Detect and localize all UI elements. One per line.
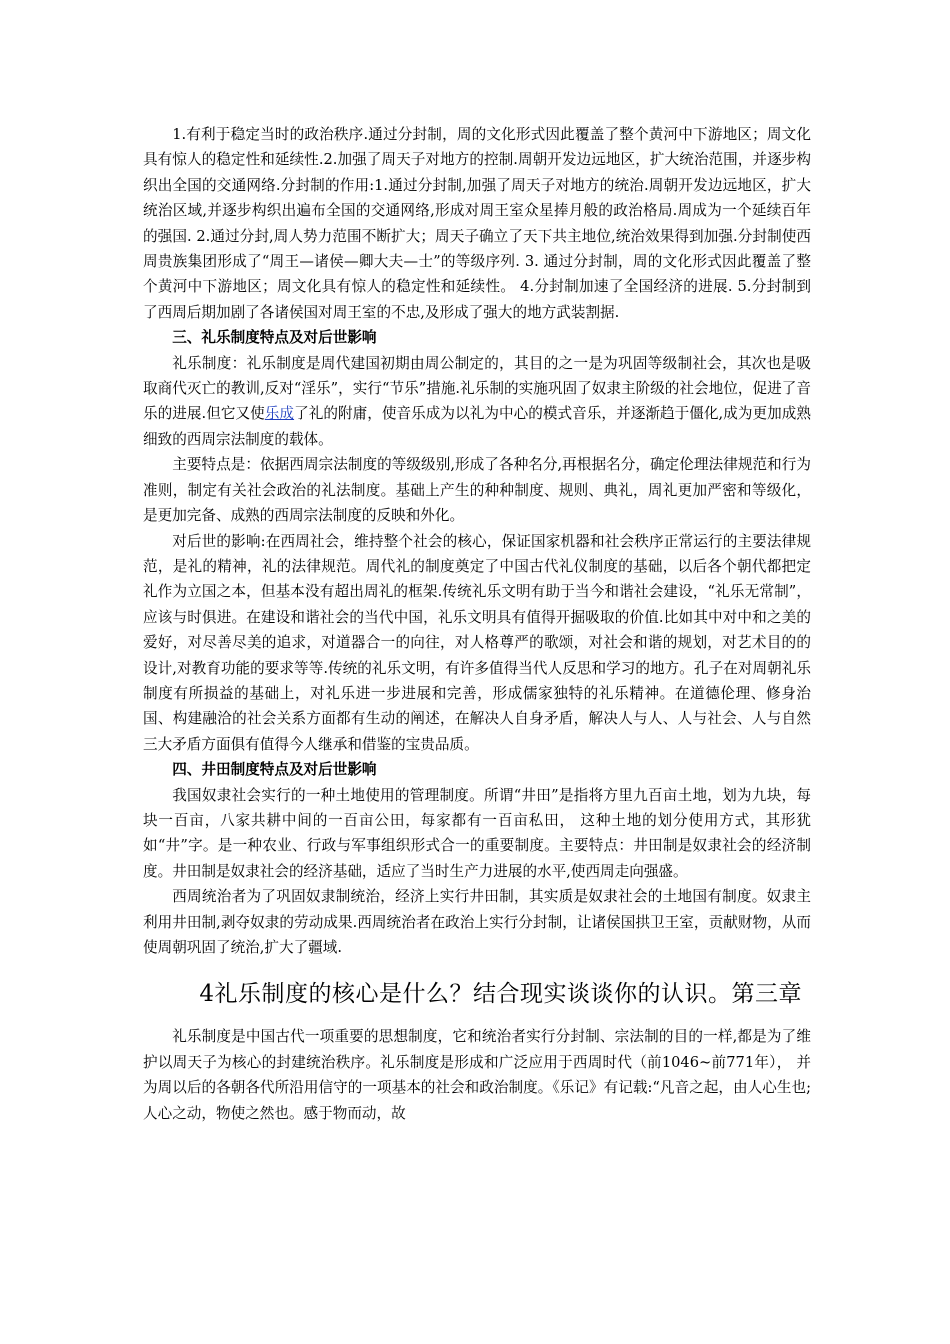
- question-title: 4礼乐制度的核心是什么？结合现实谈谈你的认识。第三章: [199, 981, 802, 1008]
- section-heading-3: 三、礼乐制度特点及对后世影响: [172, 329, 377, 347]
- paragraph-text: 礼乐制度：礼乐制度是周代建国初期由周公制定的，其目的之一是为巩固等级制社会，其次也是吸取商代灭亡的教训,反对“淫乐”，实行“节乐”措施.礼乐制的实施巩固了奴隶主阶级的社会地位，促进了音乐的进展.但它又使: [143, 354, 811, 423]
- paragraph-liyue-definition: [143, 351, 811, 453]
- section-heading-4: 四、井田制度特点及对后世影响: [172, 761, 377, 779]
- paragraph-jingtian-purpose: 西周统治者为了巩固奴隶制统治，经济上实行井田制，其实质是奴隶社会的土地国有制度。奴隶主利用井田制,剥夺奴隶的劳动成果.西周统治者在政治上实行分封制，让诸侯国拱卫王室，贡献财物，从而使周朝巩固了统治,扩大了疆域.: [143, 888, 811, 956]
- document-page: [143, 122, 811, 1126]
- paragraph-text: 了礼的附庸，使音乐成为以礼为中心的模式音乐，并逐渐趋于僵化,成为更加成熟细致的西周宗法制度的载体。: [143, 405, 811, 448]
- paragraph-liyue-influence: 对后世的影响:在西周社会，维持整个社会的核心，保证国家机器和社会秩序正常运行的主要法律规范，是礼的精神，礼的法律规范。周代礼的制度奠定了中国古代礼仪制度的基础，以后各个朝代都把定礼作为立国之本，但基本没有超出周礼的框架.传统礼乐文明有助于当今和谐社会建设，“礼乐无常制”，应该与时俱进。在建设和谐社会的当代中国，礼乐文明具有值得开掘吸取的价值.比如其中对中和之美的爱好，对尽善尽美的追求，对道器合一的向往，对人格尊严的歌颂，对社会和谐的规划，对艺术目的的设计,对教育功能的要求等等.传统的礼乐文明，有许多值得当代人反思和学习的地方。孔子在对周朝礼乐制度有所损益的基础上，对礼乐进一步进展和完善，形成儒家独特的礼乐精神。在道德伦理、修身治国、构建融洽的社会关系方面都有生动的阐述，在解决人自身矛盾，解决人与人、人与社会、人与自然三大矛盾方面俱有值得今人继承和借鉴的宝贵品质。: [143, 532, 811, 753]
- paragraph-liyue-core: 礼乐制度是中国古代一项重要的思想制度，它和统治者实行分封制、宗法制的目的一样,都是为了维护以周天子为核心的封建统治秩序。礼乐制度是形成和广泛应用于西周时代（前1046~前771年）， 并为周以后的各朝各代所沿用信守的一项基本的社会和政治制度。《乐记》有记载:“凡音之起，由人心生也;人心之动，物使之然也。感于物而动，故: [143, 1028, 811, 1122]
- hyperlink-yuecheng[interactable]: 乐成: [264, 405, 295, 423]
- paragraph-liyue-features: 主要特点是：依据西周宗法制度的等级级别,形成了各种名分,再根据名分，确定伦理法律规范和行为准则，制定有关社会政治的礼法制度。基础上产生的种种制度、规则、典礼，周礼更加严密和等级化，是更加完备、成熟的西周宗法制度的反映和外化。: [143, 456, 811, 525]
- paragraph-jingtian-definition: 我国奴隶社会实行的一种土地使用的管理制度。所谓“井田”是指将方里九百亩土地，划为九块，每块一百亩，八家共耕中间的一百亩公田，每家都有一百亩私田， 这种土地的划分使用方式，其形犹如“井”字。是一种农业、行政与军事组织形式合一的重要制度。主要特点：井田制是奴隶社会的经济制度。井田制是奴隶社会的经济基础，适应了当时生产力进展的水平,使西周走向强盛。: [143, 786, 811, 880]
- paragraph-fenfeng-effects: 1.有利于稳定当时的政治秩序.通过分封制，周的文化形式因此覆盖了整个黄河中下游地区；周文化具有惊人的稳定性和延续性.2.加强了周天子对地方的控制.周朝开发边远地区，扩大统治范围，并逐步构织出全国的交通网络.分封制的作用:1.通过分封制,加强了周天子对地方的统治.周朝开发边远地区，扩大统治区域,并逐步构织出遍布全国的交通网络,形成对周王室众星捧月般的政治格局.周成为一个延续百年的强国. 2.通过分封,周人势力范围不断扩大；周天子确立了天下共主地位,统治效果得到加强.分封制使西周贵族集团形成了“周王—诸侯—卿大夫—士”的等级序列. 3. 通过分封制，周的文化形式因此覆盖了整个黄河中下游地区；周文化具有惊人的稳定性和延续性。 4.分封制加速了全国经济的进展. 5.分封制到了西周后期加剧了各诸侯国对周王室的不忠,及形成了强大的地方武装割据.: [143, 126, 811, 321]
